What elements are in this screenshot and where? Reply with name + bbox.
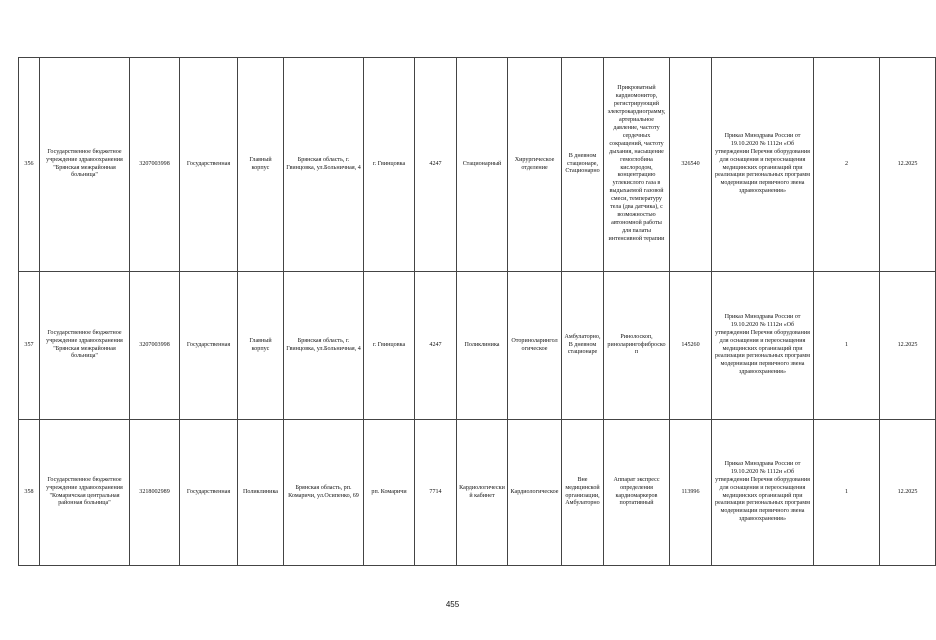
- organization-name: Государственное бюджетное учреждение здравоохранения "Брянская межрайонная больница": [40, 58, 130, 272]
- delivery-date: 12.2025: [880, 272, 936, 420]
- organization-code: 3207003998: [130, 272, 180, 420]
- address: Брянская область, г. Гвинцовка, ул.Больничная, 4: [284, 272, 364, 420]
- care-conditions: Вне медицинской организации, Амбулаторно: [562, 420, 604, 566]
- organization-name: Государственное бюджетное учреждение здравоохранения "Брянская межрайонная больница": [40, 272, 130, 420]
- building: Главный корпус: [238, 272, 284, 420]
- table-row: [19, 420, 936, 566]
- ownership-form: Государственная: [180, 58, 238, 272]
- department: Кардиологическое: [508, 420, 562, 566]
- oktmo-code: 7714: [415, 420, 457, 566]
- equipment-name: [604, 58, 670, 272]
- care-conditions: В дневном стационаре, Стационарно: [562, 58, 604, 272]
- care-conditions: Амбулаторно, В дневном стационаре: [562, 272, 604, 420]
- ownership-form: Государственная: [180, 272, 238, 420]
- equipment-name: Аппарат экспресс определения кардиомаркеров портативный: [604, 420, 670, 566]
- building: Поликлиника: [238, 420, 284, 566]
- building: Главный корпус: [238, 58, 284, 272]
- unit-type: Кардиологический кабинет: [457, 420, 508, 566]
- address: Брянская область, г. Гвинцовка, ул.Больничная, 4: [284, 58, 364, 272]
- ownership-form: Государственная: [180, 420, 238, 566]
- equipment-text: Прикроватный кардиомонитор, регистрирующий электрокардиограмму, артериальное давление, частоту сердечных сокращений, частоту дыхания, насыщение гемоглобина кислородом, концентрацию углекислого газа в выдыхаемой газовой смеси, температуру тела (два датчика), с возможностью автономной работы для палаты интенсивной терапии: [607, 85, 666, 242]
- table-row: [19, 272, 936, 420]
- quantity: 2: [814, 58, 880, 272]
- row-number: 356: [19, 58, 40, 272]
- unit-type: Стационарный: [457, 58, 508, 272]
- regulatory-order: Приказ Минздрава России от 19.10.2020 № 1112н «Об утверждении Перечня оборудования для оснащения и переоснащения медицинских организаций при реализации региональных программ модернизации первичного звена здравоохранения»: [712, 58, 814, 272]
- department: Хирургическое отделение: [508, 58, 562, 272]
- locality: г. Гвинцовка: [364, 272, 415, 420]
- quantity: 1: [814, 420, 880, 566]
- price: 326540: [670, 58, 712, 272]
- oktmo-code: 4247: [415, 58, 457, 272]
- locality: рп. Комаричи: [364, 420, 415, 566]
- oktmo-code: 4247: [415, 272, 457, 420]
- locality: г. Гвинцовка: [364, 58, 415, 272]
- delivery-date: 12.2025: [880, 58, 936, 272]
- price: 113996: [670, 420, 712, 566]
- quantity: 1: [814, 272, 880, 420]
- row-number: 357: [19, 272, 40, 420]
- equipment-register-table: [18, 57, 936, 566]
- department: Оториноларингологическое: [508, 272, 562, 420]
- price: 145260: [670, 272, 712, 420]
- address: Брянская область, рп. Комаричи, ул.Осипенко, 69: [284, 420, 364, 566]
- table-row: [19, 58, 936, 272]
- organization-name: Государственное бюджетное учреждение здравоохранения "Комаричская центральная районная больница": [40, 420, 130, 566]
- delivery-date: 12.2025: [880, 420, 936, 566]
- page-number: 455: [445, 600, 460, 609]
- organization-code: 3207003998: [130, 58, 180, 272]
- regulatory-order: Приказ Минздрава России от 19.10.2020 № 1112н «Об утверждении Перечня оборудования для оснащения и переоснащения медицинских организаций при реализации региональных программ модернизации первичного звена здравоохранения»: [712, 420, 814, 566]
- row-number: 358: [19, 420, 40, 566]
- unit-type: Поликлиника: [457, 272, 508, 420]
- equipment-name: Ринолоскоп, риноларингофиброскоп: [604, 272, 670, 420]
- regulatory-order: Приказ Минздрава России от 19.10.2020 № 1112н «Об утверждении Перечня оборудования для оснащения и переоснащения медицинских организаций при реализации региональных программ модернизации первичного звена здравоохранения»: [712, 272, 814, 420]
- organization-code: 3218002989: [130, 420, 180, 566]
